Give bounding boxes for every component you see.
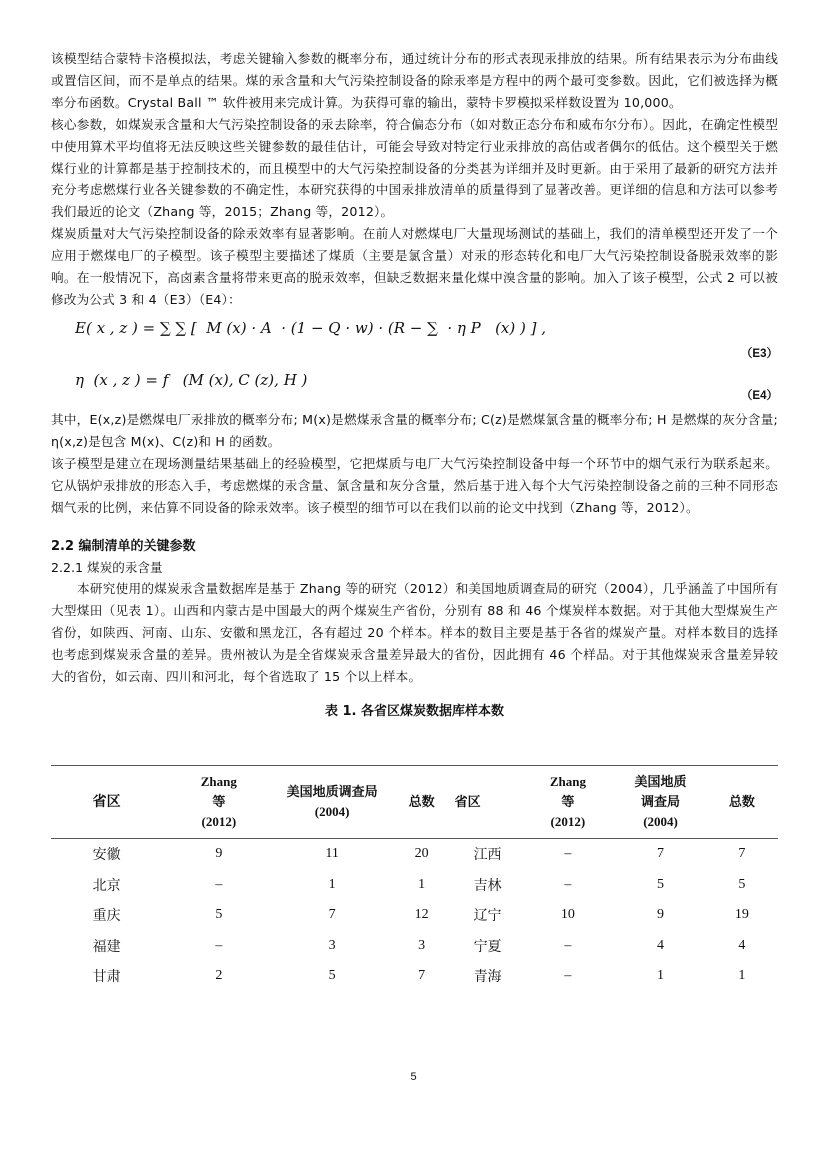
coal-sample-table <box>51 765 778 992</box>
table-cell: 9 <box>215 846 223 862</box>
header-province-2: 省区 <box>454 793 481 809</box>
page-number: 5 <box>410 1071 417 1083</box>
equation-e4-body: η (x , z ) = f (M (x), C (z), H ) <box>75 370 308 389</box>
header-zhang2-line1: Zhang <box>549 773 586 789</box>
header-zhang-line3: (2012) <box>201 813 237 829</box>
table-cell: 辽宁 <box>473 908 502 925</box>
header-usgs2-line3: (2004) <box>643 813 678 829</box>
table-cell: 4 <box>657 937 665 953</box>
header-usgs <box>275 765 388 838</box>
paragraph-coal-quality: 煤炭质量对大气污染控制设备的除汞效率有显著影响。在前人对燃煤电厂大量现场测试的基础上，我们的清单模型还开发了一个应用于燃煤电厂的子模型。该子模型主要描述了煤质（主要是氯含量）对汞的形态转化和电厂大气污染控制设备脱汞效率的影响。在一般情况下，高卤素含量将带来更高的脱汞效率，但缺乏数据来量化煤中溴含量的影响。加入了该子模型，公式 2 可以被修改为公式 3 和 4（E3）（E4）： <box>51 226 778 307</box>
table-cell: – <box>215 876 223 892</box>
table-cell: 北京 <box>92 877 121 894</box>
table-cell: 1 <box>418 876 426 892</box>
paragraph-submodel: 该子模型是建立在现场测量结果基础上的经验模型，它把煤质与电厂大气污染控制设备中每一个环节中的烟气汞行为联系起来。它从锅炉汞排放的形态入手，考虑燃煤的汞含量、氯含量和灰分含量，然后基于进入每个大气污染控制设备之前的三种不同形态烟气汞的比例，来估算不同设备的除汞效率。该子模型的细节可以在我们以前的论文中找到（Zhang 等，2012）。 <box>51 455 778 515</box>
table-cell: – <box>215 937 223 953</box>
table-row <box>51 961 778 992</box>
table-cell: 3 <box>418 937 426 953</box>
equation-e3-body: E( x , z ) = ∑ ∑ [ M (x) · A · (1 − Q · w) · (R − ∑ · η P (x) ) ] , <box>75 318 547 337</box>
table-cell: – <box>564 937 572 953</box>
table-row <box>51 900 778 931</box>
table-cell: – <box>564 968 572 984</box>
header-total-2: 总数 <box>728 793 755 809</box>
paragraph-core-parameters: 核心参数，如煤炭汞含量和大气污染控制设备的汞去除率，符合偏态分布（如对数正态分布和威布尔分布）。因此，在确定性模型中使用算术平均值将无法反映这些关键参数的最佳估计，可能会导致对特定行业汞排放的高估或者偶尔的低估。这个模型关于燃煤行业的计算都是基于控制技术的，而且模型中的大气污染控制设备的分类甚为详细并及时更新。由于采用了最新的研究方法并充分考虑燃煤行业各关键参数的不确定性，本研究获得的中国汞排放清单的质量得到了显著改善。更详细的信息和方法可以参考我们最近的论文（Zhang 等，2015；Zhang 等，2012）。 <box>51 116 778 220</box>
subsection-heading: 2.2.1 煤炭的汞含量 <box>51 560 163 576</box>
header-usgs2-line2: 调查局 <box>641 793 681 809</box>
table-cell: – <box>564 876 572 892</box>
table-cell: 12 <box>414 907 429 923</box>
table-cell: 11 <box>325 846 339 862</box>
table-cell: 2 <box>215 968 223 984</box>
table-cell: 7 <box>738 846 746 862</box>
header-usgs-line1: 美国地质调查局 <box>286 783 378 799</box>
table-cell: 安徽 <box>92 847 121 864</box>
table-cell: 青海 <box>473 969 502 986</box>
section-heading: 2.2 编制清单的关键参数 <box>51 539 196 555</box>
equation-e4-label: （E4） <box>740 389 778 402</box>
table-cell: 10 <box>560 907 575 923</box>
header-zhang2-line3: (2012) <box>550 813 586 829</box>
table-title: 表 1. 各省区煤炭数据库样本数 <box>324 703 505 719</box>
header-usgs-2 <box>615 765 706 838</box>
table-row <box>51 869 778 900</box>
table-cell: 福建 <box>92 938 121 955</box>
table-cell: 1 <box>328 876 336 892</box>
equation-e3 <box>51 311 778 367</box>
table-cell: 吉林 <box>473 877 502 894</box>
document-page <box>51 48 778 991</box>
table-cell: 1 <box>738 968 746 984</box>
header-zhang-2 <box>521 765 616 838</box>
table-cell: 宁夏 <box>473 938 502 955</box>
header-total: 总数 <box>408 793 435 809</box>
table-cell: 7 <box>657 846 665 862</box>
paragraph-monte-carlo: 该模型结合蒙特卡洛模拟法，考虑关键输入参数的概率分布，通过统计分布的形式表现汞排放的结果。所有结果表示为分布曲线或置信区间，而不是单点的结果。煤的汞含量和大气污染控制设备的除汞率是方程中的两个最可变参数。因此，它们被选择为概率分布函数。Crystal Ball ™ 软件被用来完成计算。为获得可靠的输出，蒙特卡罗模拟采样数设置为 10,000。 <box>51 51 778 110</box>
header-zhang2-line2: 等 <box>561 793 575 809</box>
table-cell: – <box>564 846 572 862</box>
table-cell: 4 <box>738 937 746 953</box>
table-cell: 甘肃 <box>92 969 121 986</box>
paragraph-variable-definitions: 其中，E(x,z)是燃煤电厂汞排放的概率分布; M(x)是燃煤汞含量的概率分布; C(z)是燃煤氯含量的概率分布; H 是燃煤的灰分含量; η(x,z)是包含 M(x)、C(z)和 H 的函数。 <box>51 411 778 449</box>
table-cell: 江西 <box>473 847 502 864</box>
table-row <box>51 838 778 869</box>
table-cell: 1 <box>657 968 665 984</box>
table-cell: 7 <box>328 907 336 923</box>
table-cell: 5 <box>657 876 665 892</box>
table-cell: 重庆 <box>92 908 121 925</box>
table-cell: 3 <box>328 937 336 953</box>
table-cell: 9 <box>657 907 665 923</box>
paragraph-coal-database: 本研究使用的煤炭汞含量数据库是基于 Zhang 等的研究（2012）和美国地质调查局的研究（2004），几乎涵盖了中国所有大型煤田（见表 1）。山西和内蒙古是中国最大的两个煤炭生产省份，分别有 88 和 46 个煤炭样本数据。对于其他大型煤炭生产省份，如陕西、河南、山东、安徽和黑龙江，各有超过 20 个样本。样本的数目主要是基于各省的煤炭产量。对样本数目的选择也考虑到煤炭汞含量的差异。贵州被认为是全省煤炭汞含量差异最大的省份，因此拥有 46 个样品。对于其他煤炭汞含量差异较大的省份，如云南、四川和河北，每个省选取了 15 个以上样本。 <box>51 581 778 685</box>
header-usgs2-line1: 美国地质 <box>634 773 687 789</box>
table-cell: 20 <box>414 846 429 862</box>
header-zhang-line1: Zhang <box>200 773 237 789</box>
header-zhang-line2: 等 <box>212 793 226 809</box>
header-usgs-line2: (2004) <box>314 803 350 819</box>
table-cell: 19 <box>734 907 749 923</box>
equation-e4 <box>51 367 778 409</box>
header-province: 省区 <box>92 793 121 810</box>
table-cell: 5 <box>215 907 223 923</box>
table-row <box>51 930 778 961</box>
table-header-row <box>51 765 778 838</box>
table-cell: 7 <box>418 968 426 984</box>
header-zhang <box>162 765 275 838</box>
table-cell: 5 <box>738 876 746 892</box>
table-cell: 5 <box>328 968 336 984</box>
equation-e3-label: （E3） <box>740 347 778 360</box>
